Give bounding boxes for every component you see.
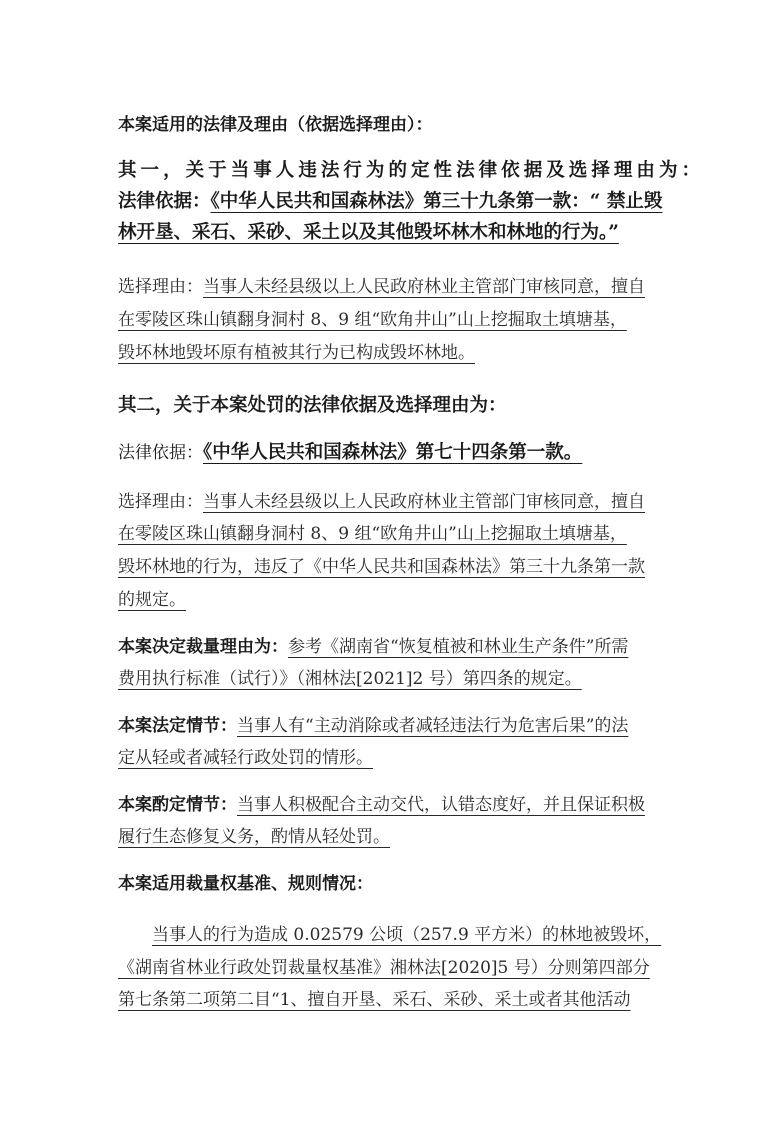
legal-basis-label: 法律依据： [118,443,203,463]
section-title: 本案适用的法律及理由（依据选择理由）： [118,115,433,135]
section-two-reason-line-2: 在零陵区珠山镇翻身洞村 8、9 组“欧角井山”山上挖掘取土填塘基， [118,524,627,544]
legal-circumstances-line-2: 定从轻或者减轻行政处罚的情形。 [118,748,373,768]
section-one-reason-line-3: 毁坏林地毁坏原有植被其行为已构成毁坏林地。 [118,343,475,363]
reason-text: 当事人未经县级以上人民政府林业主管部门审核同意，擅自 [203,492,645,512]
discretion-reason-line-1 [118,636,700,660]
discretion-reason-label: 本案决定裁量理由为： [118,637,288,657]
discretionary-circumstances-text: 当事人积极配合主动交代，认错态度好，并且保证积极 [237,795,645,815]
reason-label: 选择理由： [118,492,203,512]
rules-paragraph-line-3: 第七条第二项第二目“1、擅自开垦、采石、采砂、采土或者其他活动 [118,990,631,1010]
discretionary-circumstances-label: 本案酌定情节： [118,795,237,815]
discretionary-circumstances-line-2: 履行生态修复义务，酌情从轻处罚。 [118,827,390,847]
rules-heading: 本案适用裁量权基准、规则情况： [118,874,373,894]
discretion-reason-line-2: 费用执行标准（试行）》（湘林法[2021]2 号）第四条的规定。 [118,669,582,689]
discretion-reason-text: 参考《湖南省“恢复植被和林业生产条件”所需 [288,637,629,657]
legal-basis-text: 《中华人民共和国森林法》第三十九条第一款：“ 禁止毁 [210,191,663,212]
section-one-legal-basis-line-2: 林开垦、采石、采砂、采土以及其他毁坏林木和林地的行为。” [118,222,619,243]
section-two-reason-line-1 [118,491,700,515]
legal-circumstances-line-1 [118,715,700,739]
section-one-reason-line-2: 在零陵区珠山镇翻身洞村 8、9 组“欧角井山”山上挖掘取土填塘基， [118,310,627,330]
section-two-legal-basis [118,441,700,467]
legal-basis-label: 法律依据： [118,191,211,212]
reason-text: 当事人未经县级以上人民政府林业主管部门审核同意，擅自 [203,277,645,297]
reason-label: 选择理由： [118,277,203,297]
section-one-reason-line-1 [118,276,700,300]
legal-circumstances-label: 本案法定情节： [118,716,237,736]
section-one-legal-basis-line-1 [118,190,700,216]
legal-basis-text: 《中华人民共和国森林法》第七十四条第一款。 [203,442,583,463]
legal-circumstances-text: 当事人有“主动消除或者减轻违法行为危害后果”的法 [237,716,629,736]
section-one-heading: 其一，关于当事人违法行为的定性法律依据及选择理由为： [118,160,700,181]
section-two-heading: 其二，关于本案处罚的法律依据及选择理由为： [118,395,507,416]
rules-paragraph-line-2: 《湖南省林业行政处罚裁量权基准》湘林法[2020]5 号）分则第四部分 [118,958,650,978]
section-two-reason-line-4: 的规定。 [118,590,186,610]
rules-paragraph-line-1: 当事人的行为造成 0.02579 公顷（257.9 平方米）的林地被毁坏， [152,925,662,945]
section-two-reason-line-3: 毁坏林地的行为，违反了《中华人民共和国森林法》第三十九条第一款 [118,557,645,577]
discretionary-circumstances-line-1 [118,794,700,818]
